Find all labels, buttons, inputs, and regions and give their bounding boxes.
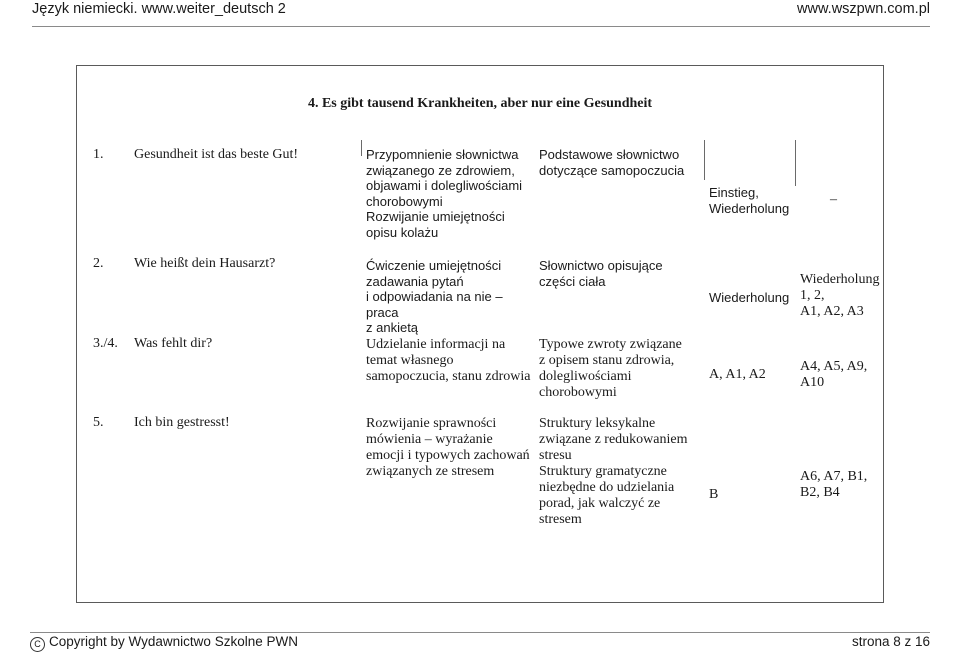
row-topic: Ich bin gestresst! bbox=[134, 415, 230, 430]
row-extra: Wiederholung 1, 2, A1, A2, A3 bbox=[800, 272, 880, 319]
row-level: Wiederholung bbox=[709, 290, 790, 305]
row-content: Struktury leksykalne związane z redukowaniem stresu Struktury gramatyczne niezbędne do udzielania porad, jak walczyć ze stresem bbox=[539, 416, 688, 527]
page-footer bbox=[30, 632, 930, 651]
row-extra: – bbox=[830, 192, 837, 207]
row-topic: Gesundheit ist das beste Gut! bbox=[134, 147, 299, 162]
row-goals: Rozwijanie sprawności mówienia – wyrażanie emocji i typowych zachowań związanych ze stresem bbox=[366, 416, 530, 479]
row-content: Słownictwo opisujące części ciała bbox=[539, 258, 663, 289]
row-number: 2. bbox=[93, 256, 104, 271]
header-left-text: Język niemiecki. www.weiter_deutsch 2 bbox=[32, 1, 286, 17]
section-title: 4. Es gibt tausend Krankheiten, aber nur eine Gesundheit bbox=[307, 96, 653, 111]
column-divider bbox=[361, 140, 362, 156]
row-goals: Udzielanie informacji na temat własnego samopoczucia, stanu zdrowia bbox=[366, 337, 531, 384]
column-divider bbox=[704, 140, 705, 180]
column-divider bbox=[795, 140, 796, 186]
row-level: Einstieg, Wiederholung bbox=[709, 185, 790, 216]
row-extra: A6, A7, B1, B2, B4 bbox=[800, 469, 868, 500]
row-level: B bbox=[709, 487, 719, 502]
row-topic: Was fehlt dir? bbox=[134, 336, 213, 351]
row-number: 1. bbox=[93, 147, 104, 162]
copyright-text: Copyright by Wydawnictwo Szkolne PWN bbox=[49, 634, 298, 649]
row-content: Typowe zwroty związane z opisem stanu zdrowia, dolegliwościami chorobowymi bbox=[539, 337, 682, 400]
row-goals: Przypomnienie słownictwa związanego ze zdrowiem, objawami i dolegliwościami chorobowymi Rozwijanie umiejętności opisu kolażu bbox=[366, 147, 523, 240]
row-goals: Ćwiczenie umiejętności zadawania pytań i odpowiadania na nie – praca z ankietą bbox=[366, 258, 503, 335]
copyright-notice bbox=[30, 634, 298, 652]
row-level: A, A1, A2 bbox=[709, 367, 766, 382]
row-number: 5. bbox=[93, 415, 104, 430]
page-header bbox=[32, 0, 930, 27]
row-content: Podstawowe słownictwo dotyczące samopoczucia bbox=[539, 147, 685, 178]
header-right-link[interactable]: www.wszpwn.com.pl bbox=[797, 1, 930, 17]
row-extra: A4, A5, A9, A10 bbox=[800, 359, 868, 390]
copyright-icon: C bbox=[30, 637, 45, 652]
row-topic: Wie heißt dein Hausarzt? bbox=[134, 256, 276, 271]
row-number: 3./4. bbox=[93, 336, 118, 351]
page-indicator: strona 8 z 16 bbox=[851, 634, 930, 649]
